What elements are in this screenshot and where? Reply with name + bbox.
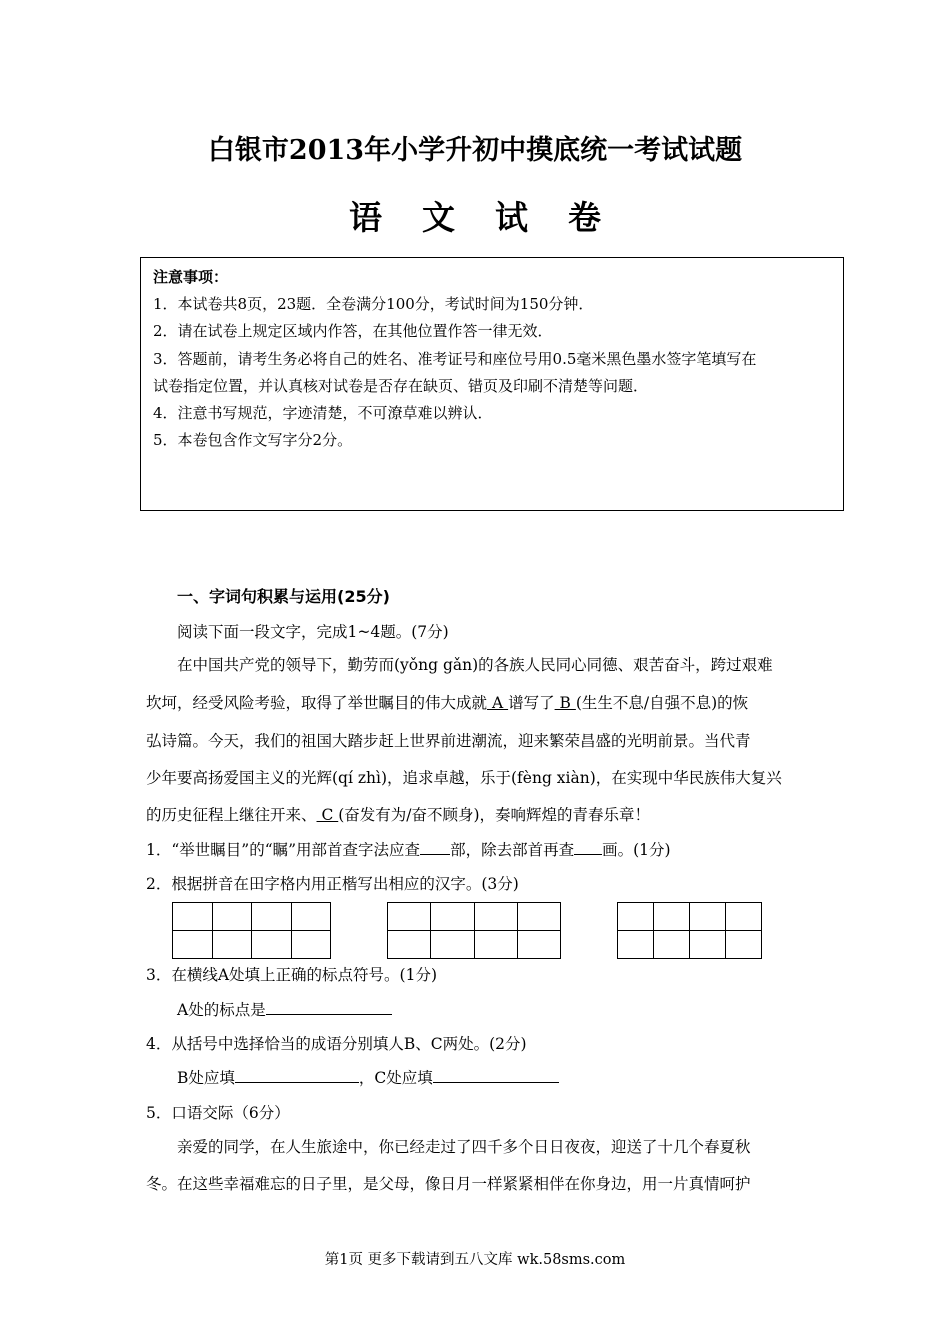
- tianzige-grid-1[interactable]: [172, 902, 331, 959]
- notice-item: 3．答题前，请考生务必将自己的姓名、准考证号和座位号用0.5毫米黑色墨水签字笔填写在: [153, 350, 757, 368]
- notice-box: [140, 257, 844, 511]
- passage-text: (生生不息/自强不息)的恢: [575, 694, 749, 712]
- passage-line: [146, 691, 748, 713]
- subject-char: 语: [349, 198, 382, 237]
- notice-item: 4．注意书写规范，字迹清楚，不可潦草难以辨认．: [153, 404, 493, 422]
- passage-line: 弘诗篇。今天，我们的祖国大踏步赶上世界前进潮流，迎来繁荣昌盛的光明前景。当代青: [146, 732, 751, 750]
- subject-char: 试: [495, 198, 528, 237]
- blank-marker-b: B: [554, 694, 576, 712]
- tianzige-grid-2[interactable]: [387, 902, 561, 959]
- question-4-answer: [177, 1066, 559, 1088]
- notice-heading: 注意事项：: [153, 268, 229, 286]
- subject-title: [0, 192, 950, 239]
- reading-intro: 阅读下面一段文字，完成1~4题。(7分): [177, 623, 449, 641]
- question-3-answer: [177, 998, 392, 1020]
- answer-blank[interactable]: [574, 840, 602, 855]
- answer-label: A处的标点是: [177, 1001, 266, 1019]
- question-5: 5．口语交际（6分）: [146, 1104, 290, 1122]
- question-4: 4．从括号中选择恰当的成语分别填人B、C两处。(2分): [146, 1035, 527, 1053]
- notice-item: 5．本卷包含作文写字分2分。: [153, 431, 353, 449]
- answer-blank[interactable]: [420, 840, 450, 855]
- question-5-text: 冬。在这些幸福难忘的日子里，是父母，像日月一样紧紧相伴在你身边，用一片真情呵护: [146, 1175, 751, 1193]
- answer-blank[interactable]: [266, 1000, 392, 1015]
- passage-text: (奋发有为/奋不顾身)，奏响辉煌的青春乐章！: [338, 806, 651, 824]
- answer-label: B处应填: [177, 1069, 235, 1087]
- question-text: 1．“举世瞩目”的“瞩”用部首查字法应查: [146, 841, 421, 859]
- question-text: 部，除去部首再查: [450, 841, 575, 859]
- passage-text: 谱写了: [508, 694, 555, 712]
- blank-marker-c: C: [316, 806, 339, 824]
- page-footer: 第1页 更多下载请到五八文库 wk.58sms.com: [324, 1252, 626, 1268]
- question-3: 3．在横线A处填上正确的标点符号。(1分): [146, 966, 438, 984]
- passage-text: 的历史征程上继往开来、: [146, 806, 317, 824]
- answer-label: ，C处应填: [358, 1069, 433, 1087]
- notice-item: 1．本试卷共8页，23题．全卷满分100分，考试时间为150分钟．: [153, 295, 594, 313]
- passage-text: 坎坷，经受风险考验，取得了举世瞩目的伟大成就: [146, 694, 488, 712]
- tianzige-grid-3[interactable]: [617, 902, 762, 959]
- answer-blank[interactable]: [433, 1068, 559, 1083]
- notice-item: 2．请在试卷上规定区域内作答，在其他位置作答一律无效．: [153, 322, 553, 340]
- passage-line: 在中国共产党的领导下，勤劳而(yǒng gǎn)的各族人民同心同德、艰苦奋斗，跨过艰难: [177, 656, 773, 674]
- notice-item: 试卷指定位置，并认真核对试卷是否存在缺页、错页及印刷不清楚等问题．: [153, 377, 649, 395]
- subject-char: 卷: [568, 198, 601, 237]
- question-1: [146, 838, 671, 860]
- question-5-text: 亲爱的同学，在人生旅途中，你已经走过了四千多个日日夜夜，迎送了十几个春夏秋: [177, 1138, 751, 1156]
- passage-line: [146, 803, 650, 825]
- exam-title: 白银市2013年小学升初中摸底统一考试试题: [207, 135, 743, 166]
- section-heading: 一、字词句积累与运用(25分): [177, 587, 390, 606]
- subject-char: 文: [422, 198, 455, 237]
- blank-marker-a: A: [487, 694, 509, 712]
- question-text: 画。(1分): [602, 841, 671, 859]
- passage-line: 少年要高扬爱国主义的光辉(qí zhì)，追求卓越，乐于(fèng xiàn)，在实现中华民族伟大复兴: [146, 769, 782, 787]
- question-2: 2．根据拼音在田字格内用正楷写出相应的汉字。(3分): [146, 875, 519, 893]
- answer-blank[interactable]: [235, 1068, 359, 1083]
